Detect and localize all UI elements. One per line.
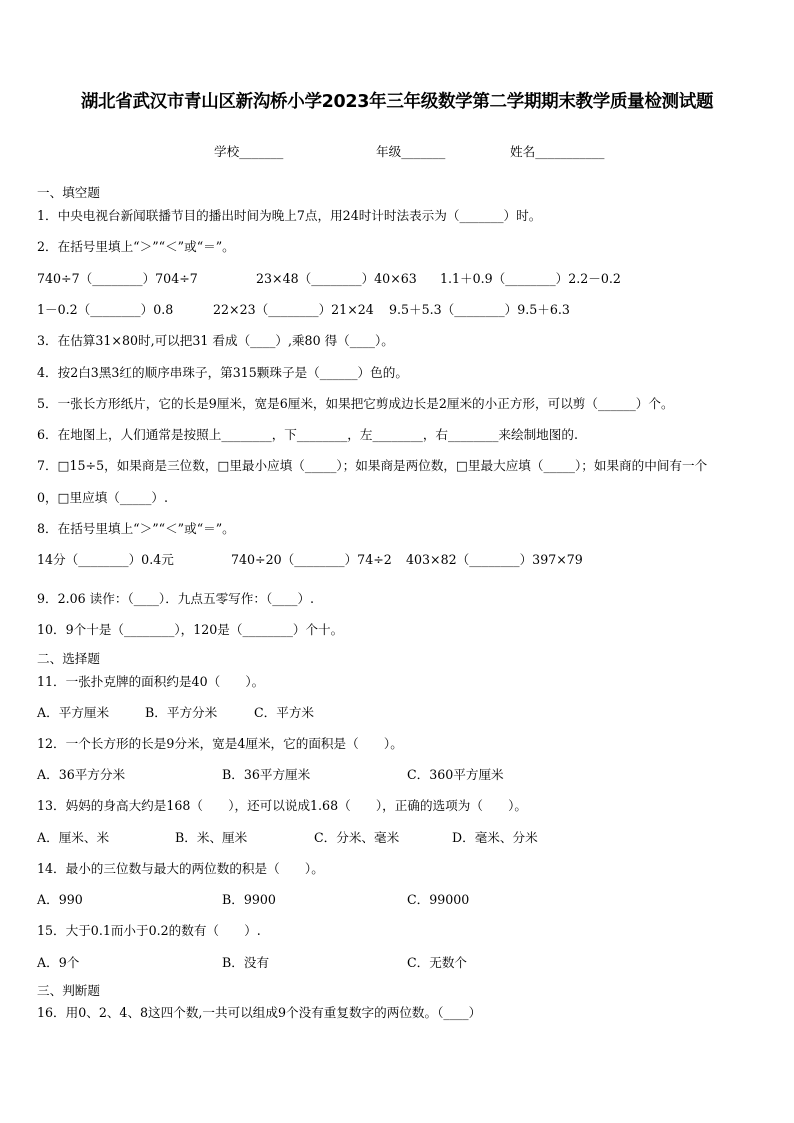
compare-item: 740÷20（________）74÷2 <box>231 552 392 567</box>
compare-item: 14分（________）0.4元 <box>37 552 174 567</box>
section-fill-blank: 一、填空题 <box>37 185 100 200</box>
option-c: C．分米、毫米 <box>314 830 400 845</box>
question-7: 7．□15÷5，如果商是三位数，□里最小应填（_____）；如果商是两位数，□里最大应填（_____）；如果商的中间有一个 <box>37 458 708 473</box>
question-12: 12．一个长方形的长是9分米，宽是4厘米，它的面积是（ ）。 <box>37 736 403 751</box>
compare-item: 740÷7（________）704÷7 <box>37 271 198 286</box>
question-14: 14．最小的三位数与最大的两位数的积是（ ）。 <box>37 861 324 876</box>
section-choice: 二、选择题 <box>37 651 100 666</box>
question-2: 2．在括号里填上“＞”“＜”或“＝”。 <box>37 239 235 254</box>
option-c: C．平方米 <box>254 705 315 720</box>
compare-item: 403×82（________）397×79 <box>406 552 583 567</box>
option-c: C．无数个 <box>407 955 468 970</box>
option-a: A．平方厘米 <box>37 705 110 720</box>
compare-item: 23×48（________）40×63 <box>256 271 417 286</box>
section-true-false: 三、判断题 <box>37 983 100 998</box>
option-d: D．毫米、分米 <box>452 830 538 845</box>
option-a: A．9个 <box>37 955 80 970</box>
compare-item: 9.5＋5.3（________）9.5＋6.3 <box>389 302 570 317</box>
compare-item: 1.1＋0.9（________）2.2－0.2 <box>440 271 621 286</box>
question-8: 8．在括号里填上“＞”“＜”或“＝”。 <box>37 521 235 536</box>
question-15: 15．大于0.1而小于0.2的数有（ ）. <box>37 923 261 938</box>
option-b: B．没有 <box>222 955 270 970</box>
question-3: 3．在估算31×80时,可以把31 看成（____）,乘80 得（____）。 <box>37 333 394 348</box>
school-field: 学校_______ <box>214 144 284 159</box>
question-10: 10．9个十是（________），120是（________）个十。 <box>37 622 344 637</box>
option-c: C．99000 <box>407 892 470 907</box>
compare-item: 22×23（________）21×24 <box>213 302 374 317</box>
question-13: 13．妈妈的身高大约是168（ ），还可以说成1.68（ ），正确的选项为（ ）。 <box>37 798 527 813</box>
question-5: 5．一张长方形纸片，它的长是9厘米，宽是6厘米，如果把它剪成边长是2厘米的小正方形，可以剪（______）个。 <box>37 396 674 411</box>
question-4: 4．按2白3黑3红的顺序串珠子，第315颗珠子是（______）色的。 <box>37 365 408 380</box>
question-9: 9．2.06 读作：（____）．九点五零写作：（____）. <box>37 591 315 606</box>
grade-field: 年级_______ <box>376 144 446 159</box>
option-b: B．36平方厘米 <box>222 767 311 782</box>
question-7-cont: 0，□里应填（_____）. <box>37 490 168 505</box>
option-a: A．36平方分米 <box>37 767 126 782</box>
option-a: A．厘米、米 <box>37 830 110 845</box>
option-b: B．米、厘米 <box>175 830 248 845</box>
compare-item: 1－0.2（________）0.8 <box>37 302 174 317</box>
name-field: 姓名___________ <box>510 144 605 159</box>
question-6: 6．在地图上，人们通常是按照上________，下________，左________，右________来绘制地图的. <box>37 427 578 442</box>
option-b: B．平方分米 <box>145 705 218 720</box>
page-title: 湖北省武汉市青山区新沟桥小学2023年三年级数学第二学期期末教学质量检测试题 <box>80 92 714 112</box>
option-a: A．990 <box>37 892 83 907</box>
question-11: 11．一张扑克牌的面积约是40（ ）。 <box>37 674 265 689</box>
option-c: C．360平方厘米 <box>407 767 504 782</box>
question-16: 16．用0、2、4、8这四个数,一共可以组成9个没有重复数字的两位数。（____） <box>37 1005 482 1020</box>
question-1: 1．中央电视台新闻联播节目的播出时间为晚上7点，用24时计时法表示为（_______）时。 <box>37 208 542 223</box>
option-b: B．9900 <box>222 892 276 907</box>
